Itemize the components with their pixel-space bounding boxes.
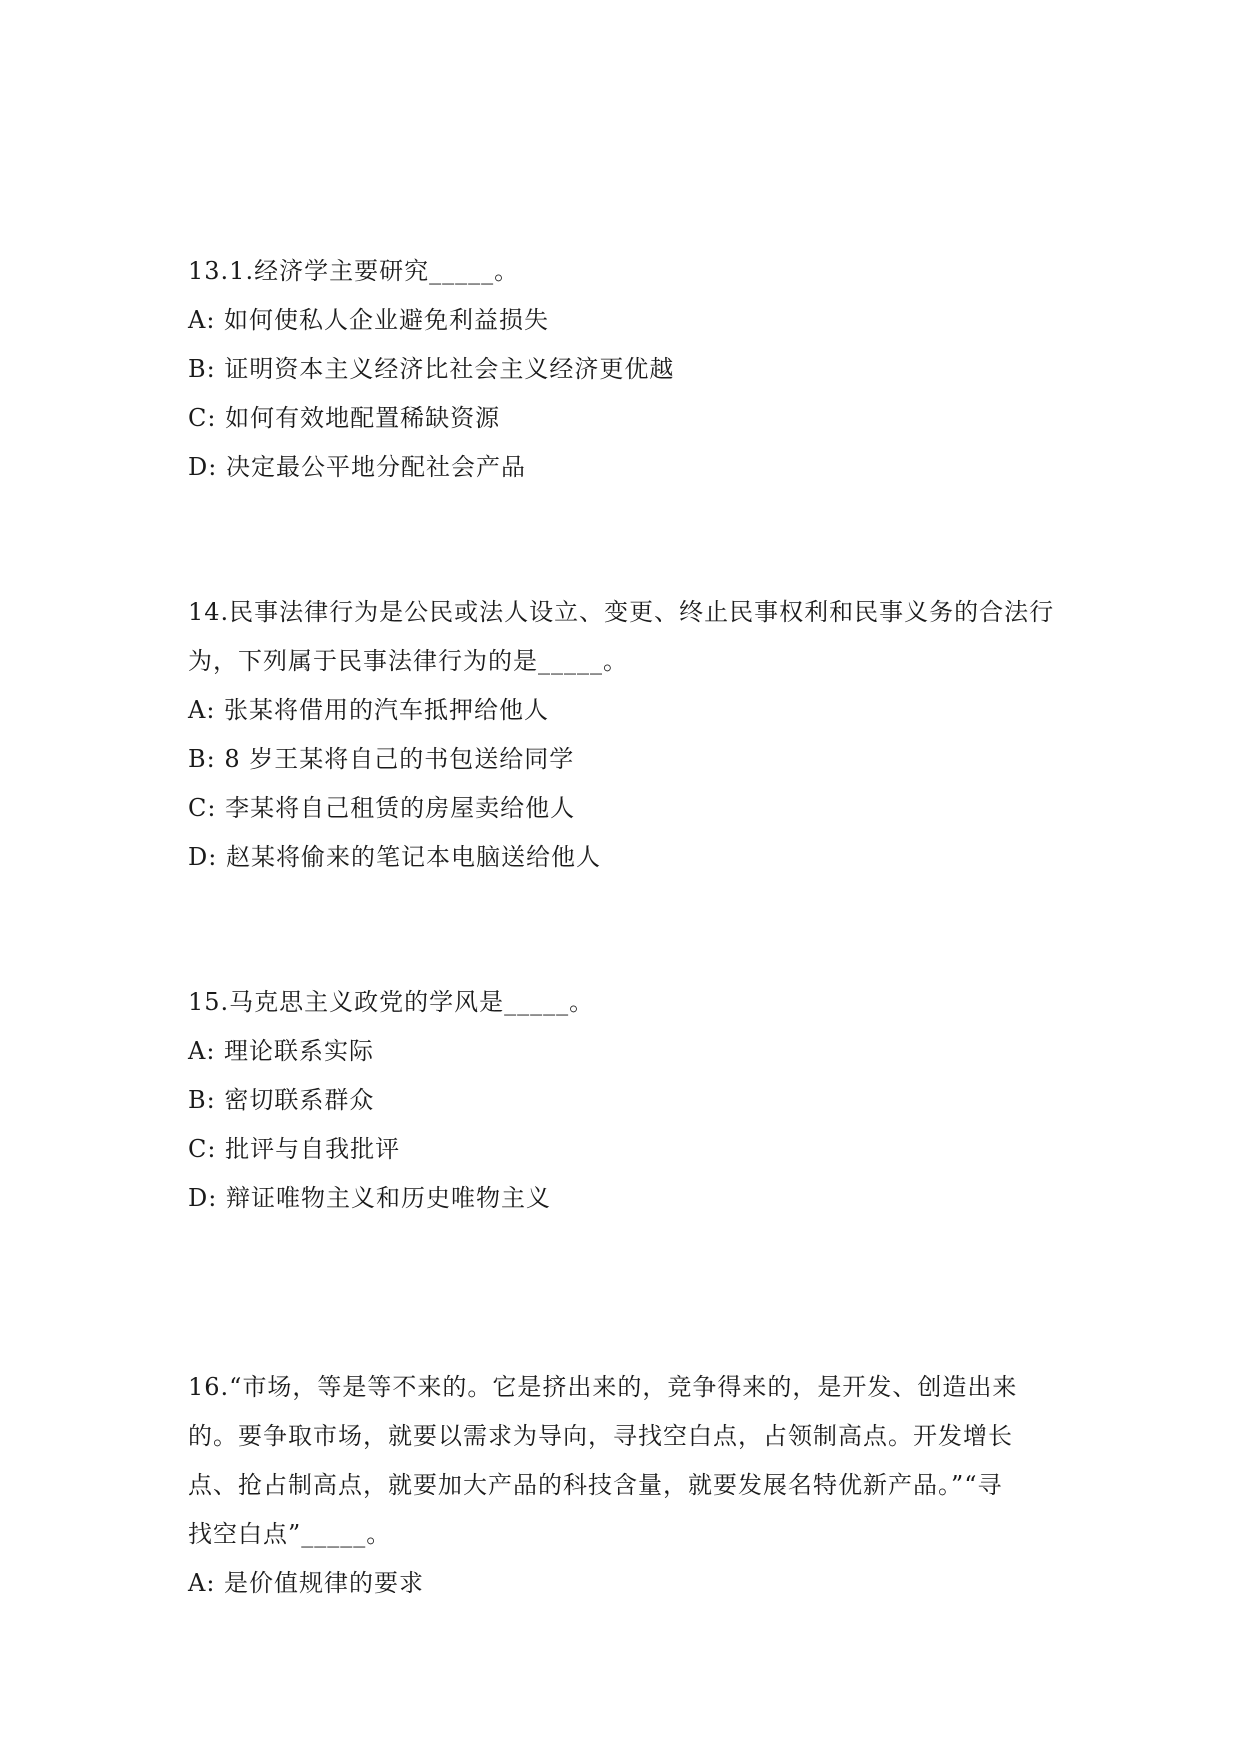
question-16-option-a: A: 是价值规律的要求 xyxy=(188,1569,425,1597)
question-16-stem-line-1: 16.“市场，等是等不来的。它是挤出来的，竞争得来的，是开发、创造出来 xyxy=(188,1373,1018,1401)
question-14-option-d: D: 赵某将偷来的笔记本电脑送给他人 xyxy=(188,843,601,871)
question-14-option-b: B: 8 岁王某将自己的书包送给同学 xyxy=(188,745,575,773)
question-16-stem-line-2: 的。要争取市场，就要以需求为导向，寻找空白点，占领制高点。开发增长 xyxy=(188,1422,1013,1450)
question-15-option-a: A: 理论联系实际 xyxy=(188,1037,375,1065)
question-14-option-c: C: 李某将自己租赁的房屋卖给他人 xyxy=(188,794,576,822)
question-13-option-c: C: 如何有效地配置稀缺资源 xyxy=(188,404,501,432)
question-14-stem-line-2: 为，下列属于民事法律行为的是_____。 xyxy=(188,647,628,675)
question-14-stem-line-1: 14.民事法律行为是公民或法人设立、变更、终止民事权利和民事义务的合法行 xyxy=(188,598,1055,626)
question-16-stem-line-4: 找空白点”_____。 xyxy=(188,1520,392,1548)
question-13-option-d: D: 决定最公平地分配社会产品 xyxy=(188,453,526,481)
question-15-option-d: D: 辩证唯物主义和历史唯物主义 xyxy=(188,1184,551,1212)
question-15-option-b: B: 密切联系群众 xyxy=(188,1086,375,1114)
question-16-stem-line-3: 点、抢占制高点，就要加大产品的科技含量，就要发展名特优新产品。”“寻 xyxy=(188,1471,1003,1499)
question-15-stem-line-1: 15.马克思主义政党的学风是_____。 xyxy=(188,988,595,1016)
question-13-stem-line-1: 13.1.经济学主要研究_____。 xyxy=(188,257,520,285)
question-14-option-a: A: 张某将借用的汽车抵押给他人 xyxy=(188,696,550,724)
question-13-option-a: A: 如何使私人企业避免利益损失 xyxy=(188,306,550,334)
question-15-option-c: C: 批评与自我批评 xyxy=(188,1135,401,1163)
question-13-option-b: B: 证明资本主义经济比社会主义经济更优越 xyxy=(188,355,675,383)
